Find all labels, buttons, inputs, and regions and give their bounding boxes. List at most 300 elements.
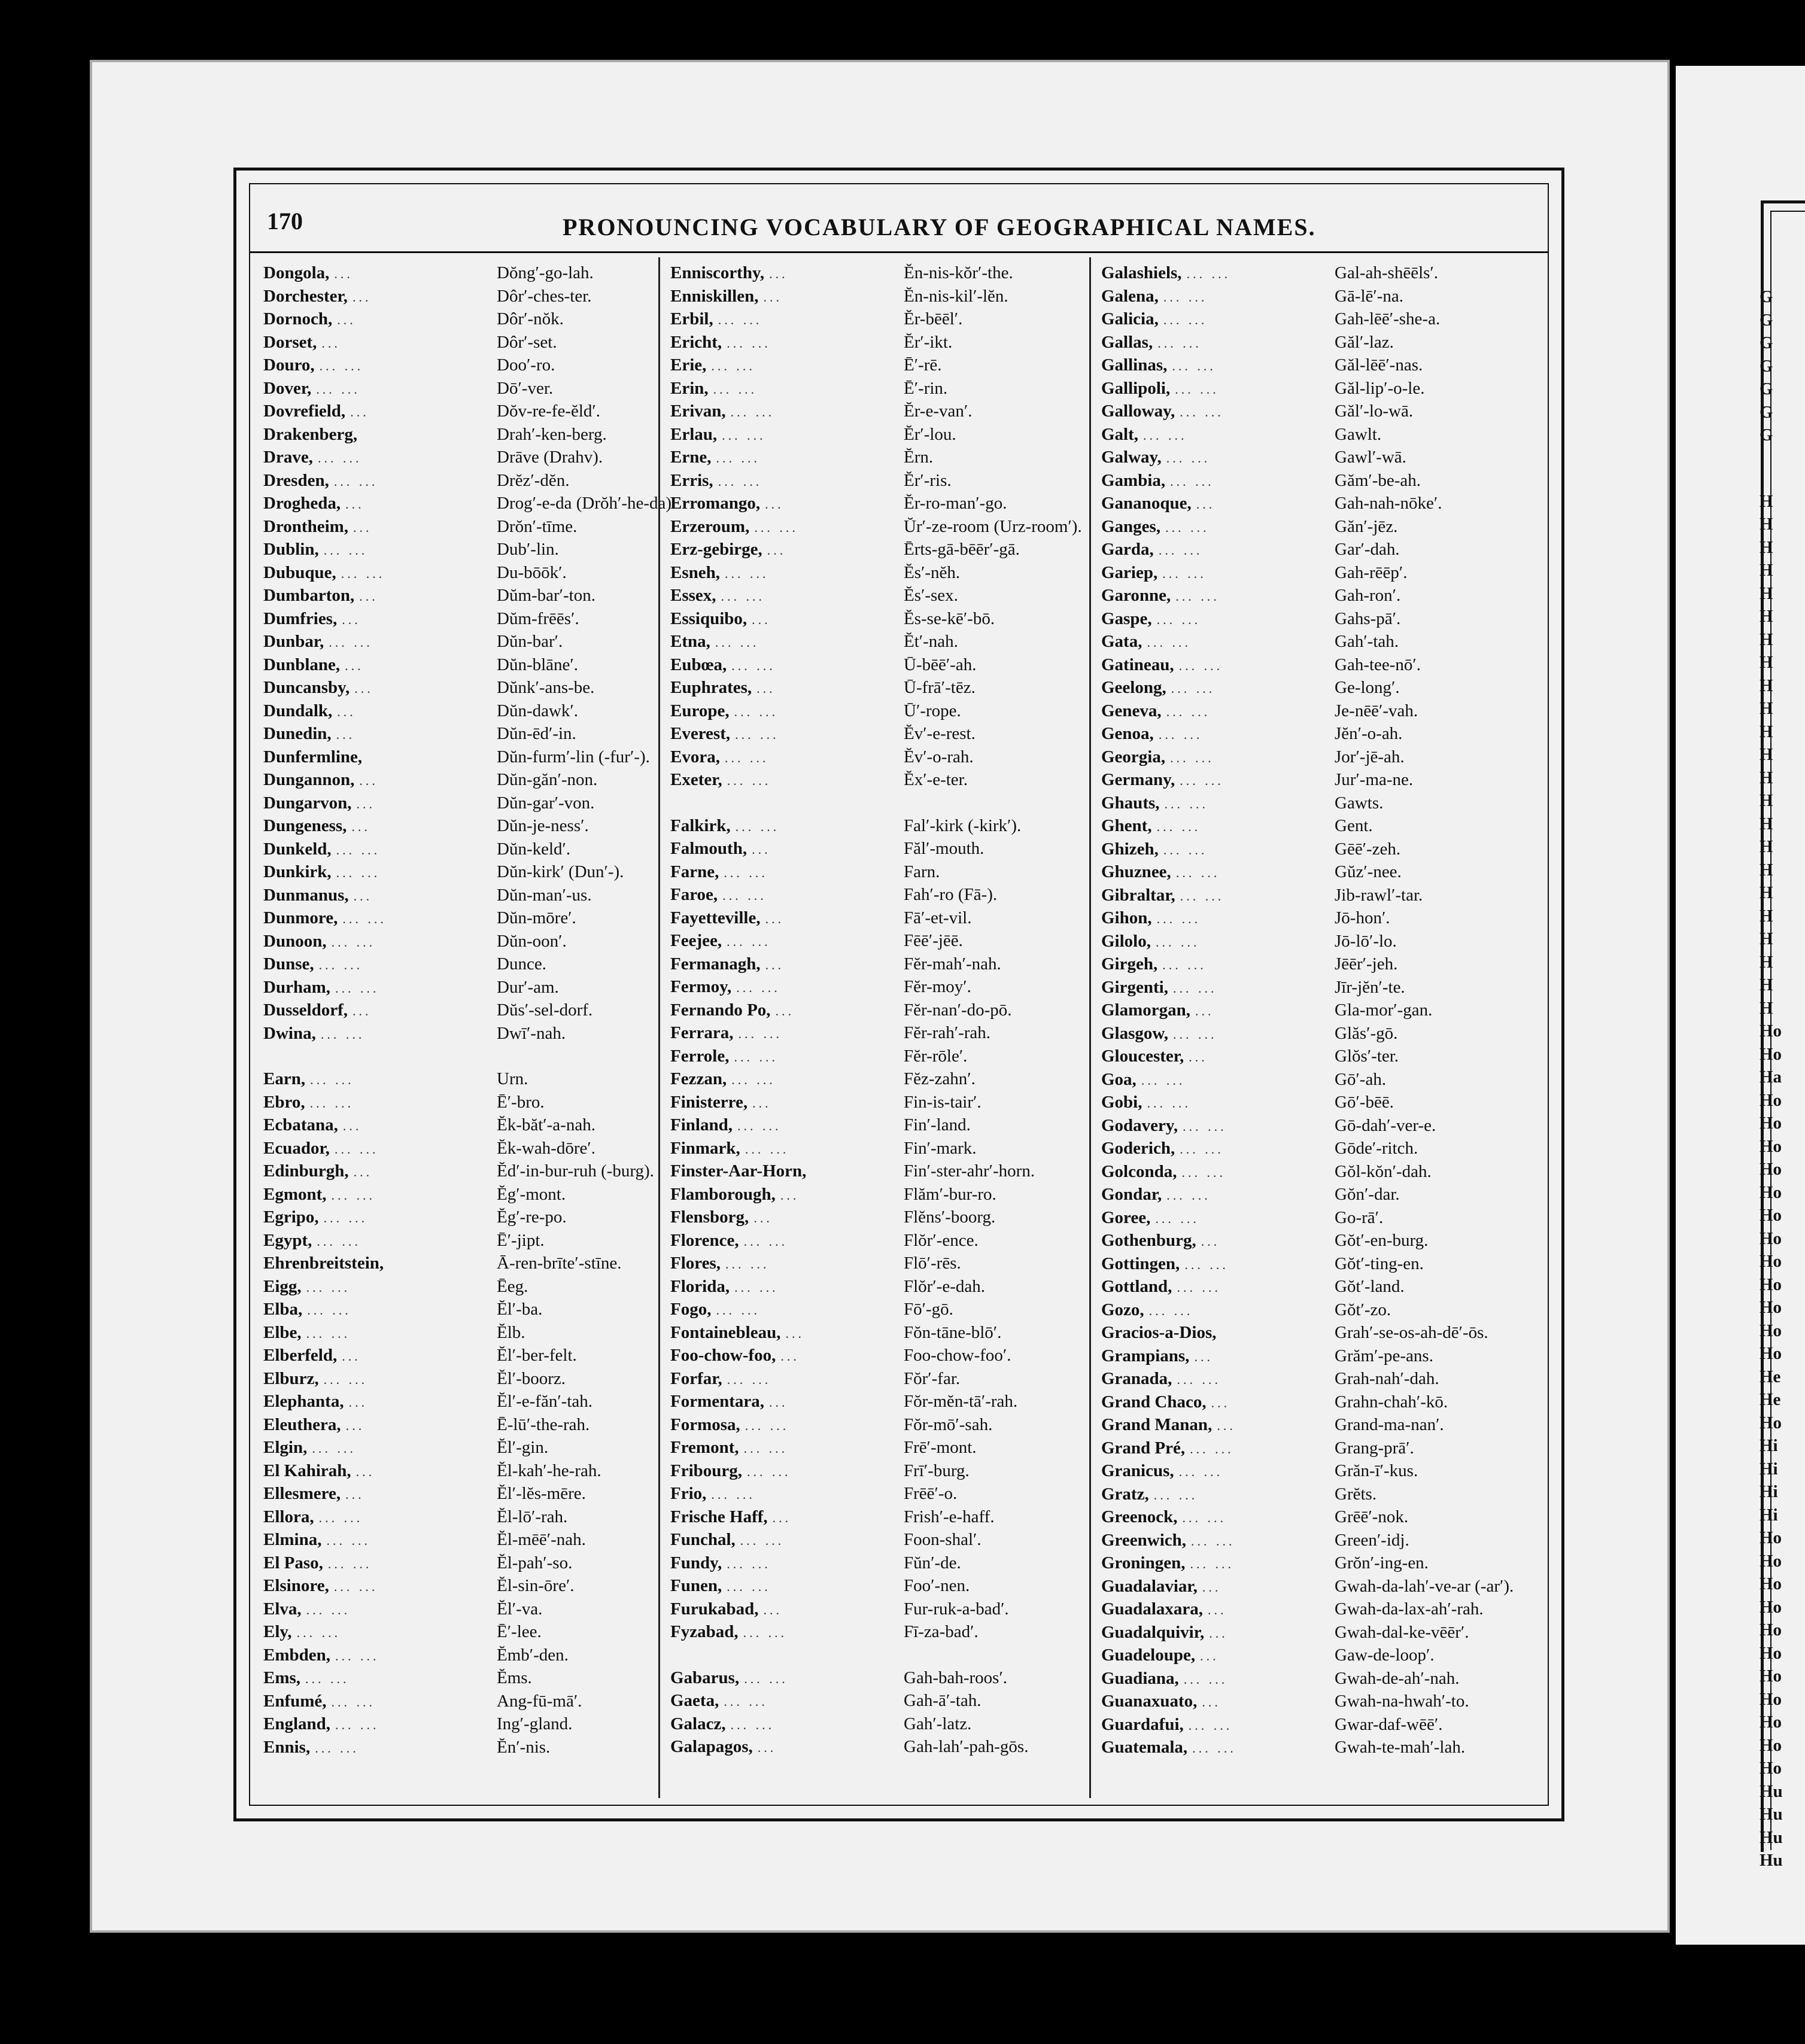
pronunciation: Foon-shal′. (904, 1530, 981, 1549)
facing-page-fragment: H (1760, 676, 1773, 695)
leader-dots: ... ... (306, 1279, 351, 1295)
place-name: Evora, (670, 747, 720, 766)
pronunciation: Grah-nah′-dah. (1335, 1369, 1439, 1388)
vocabulary-entry (670, 1139, 1101, 1162)
pronunciation: Dŭn-blāne′. (497, 655, 578, 674)
leader-dots: ... ... (1175, 589, 1220, 604)
facing-page-fragment: Ho (1760, 1344, 1782, 1363)
place-name: Galway, (1101, 448, 1162, 467)
pronunciation: Fŏr-mō′-sah. (904, 1415, 993, 1434)
place-name: Ferrara, (670, 1023, 734, 1042)
place-name: Enfumé, (263, 1691, 327, 1711)
vocabulary-entry (263, 563, 694, 586)
leader-dots: ... ... (334, 1141, 379, 1157)
leader-dots: ... (765, 497, 784, 512)
place-name: Garda, (1101, 540, 1154, 559)
place-name: Esneh, (670, 562, 721, 582)
vocabulary-entry (670, 862, 1101, 886)
leader-dots: ... (1196, 497, 1216, 512)
pronunciation: Grahn-chah′-kō. (1335, 1392, 1448, 1412)
leader-dots: ... (342, 1118, 362, 1133)
leader-dots: ... ... (716, 1303, 760, 1318)
leader-dots: ... ... (1166, 1188, 1211, 1203)
vocabulary-entry (1101, 1738, 1532, 1761)
pronunciation: Dôr′-nŏk. (497, 309, 564, 328)
place-name: Dunmanus, (263, 885, 349, 905)
pronunciation: Gah-rēēp′. (1335, 562, 1408, 582)
leader-dots: ... ... (1156, 819, 1201, 834)
facing-page-fragment: H (1760, 515, 1773, 534)
leader-dots: ... ... (1166, 451, 1211, 466)
vocabulary-entry (263, 448, 694, 471)
vocabulary-entry (670, 448, 1101, 471)
vocabulary-entry (670, 1599, 1101, 1623)
pronunciation: Gŏn′-dar. (1335, 1185, 1400, 1204)
leader-dots: ... (763, 1602, 782, 1617)
place-name: Fayetteville, (670, 908, 761, 927)
vocabulary-entry (1101, 1323, 1532, 1346)
pronunciation: Dŭn-ēd′-in. (497, 724, 576, 743)
pronunciation: Gah′-tah. (1335, 632, 1399, 651)
vocabulary-entry (670, 379, 1101, 402)
pronunciation: Grah′-se-os-ah-dē′-ōs. (1335, 1323, 1488, 1342)
pronunciation: Gah-tee-nō′. (1335, 655, 1421, 674)
place-name: Gratz, (1101, 1484, 1149, 1504)
vocabulary-entry (670, 1323, 1101, 1346)
vocabulary-entry (263, 1415, 694, 1438)
vocabulary-entry (1101, 609, 1532, 632)
place-name: Elburz, (263, 1368, 319, 1388)
place-name: Gibraltar, (1101, 885, 1175, 905)
place-name: Guadiana, (1101, 1668, 1179, 1688)
vocabulary-entry (263, 886, 694, 909)
place-name: Ghauts, (1101, 793, 1160, 813)
pronunciation: Doo′-ro. (497, 355, 555, 375)
vocabulary-entry (1101, 1669, 1532, 1692)
vocabulary-entry (670, 309, 1101, 333)
place-name: Finisterre, (670, 1092, 748, 1112)
pronunciation: Ū-frā′-tēz. (904, 678, 976, 697)
vocabulary-entry (1101, 1139, 1532, 1162)
pronunciation: Flĕns′-boorg. (904, 1207, 996, 1227)
pronunciation: Dunce. (497, 954, 546, 974)
place-name: Genoa, (1101, 724, 1154, 743)
place-name: Dunfermline, (263, 747, 363, 766)
facing-page-fragment: G (1760, 425, 1773, 445)
leader-dots: ... ... (730, 404, 775, 419)
pronunciation: Dŭn-dawk′. (497, 701, 579, 720)
pronunciation: Jur′-ma-ne. (1335, 770, 1414, 789)
vocabulary-entry (670, 1622, 1101, 1645)
vocabulary-entry (263, 1093, 694, 1116)
leader-dots: ... ... (724, 750, 769, 765)
pronunciation: Fin′-mark. (904, 1138, 977, 1158)
leader-dots: ... ... (1163, 289, 1208, 305)
vocabulary-entry (1101, 517, 1532, 540)
pronunciation: Glăs′-gō. (1335, 1023, 1398, 1043)
place-name: Farne, (670, 862, 719, 881)
leader-dots: ... (348, 1395, 368, 1410)
vocabulary-entry (263, 1139, 694, 1162)
leader-dots: ... (350, 404, 369, 419)
place-name: Gottland, (1101, 1277, 1172, 1296)
place-name: Dunmore, (263, 908, 338, 927)
place-name: Dorset, (263, 332, 317, 352)
vocabulary-entry (670, 1484, 1101, 1507)
vocabulary-entry (670, 540, 1101, 563)
pronunciation: Ĕr′-lou. (904, 424, 956, 444)
place-name: Geelong, (1101, 678, 1166, 697)
vocabulary-entry (670, 609, 1101, 632)
leader-dots: ... (342, 1349, 361, 1364)
leader-dots: ... (353, 888, 373, 904)
vocabulary-entry (1101, 724, 1532, 747)
pronunciation: Gwah-da-lah′-ve-ar (-ar′). (1335, 1576, 1514, 1596)
facing-page-fragment: H (1760, 768, 1773, 787)
leader-dots: ... (1209, 1625, 1228, 1641)
leader-dots: ... ... (1158, 543, 1203, 558)
pronunciation: Ē′-rin. (904, 378, 948, 398)
leader-dots: ... ... (1190, 1556, 1234, 1571)
pronunciation: Fŏr′-far. (904, 1368, 961, 1388)
vocabulary-entry (670, 263, 1101, 287)
leader-dots: ... ... (1163, 842, 1208, 857)
leader-dots: ... ... (1164, 796, 1209, 811)
leader-dots: ... (775, 1003, 795, 1018)
place-name: Egripo, (263, 1207, 319, 1227)
vocabulary-entry (670, 1346, 1101, 1369)
place-name: Dumfries, (263, 609, 338, 628)
vocabulary-entry (670, 770, 1101, 793)
vocabulary-entry (263, 678, 694, 701)
leader-dots: ... ... (1172, 358, 1216, 373)
leader-dots: ... (1195, 1003, 1214, 1018)
pronunciation: Dur′-am. (497, 977, 559, 997)
facing-page-fragment: He (1760, 1390, 1781, 1409)
pronunciation: Gaw-de-loop′. (1335, 1645, 1435, 1665)
leader-dots: ... ... (735, 727, 779, 742)
pronunciation: Fĕz-zahn′. (904, 1069, 976, 1088)
place-name: Flensborg, (670, 1207, 749, 1227)
leader-dots: ... ... (715, 635, 759, 650)
place-name: Florida, (670, 1276, 730, 1296)
place-name: Gaspe, (1101, 609, 1152, 628)
leader-dots: ... ... (1172, 980, 1217, 996)
vocabulary-entry (1101, 1507, 1532, 1531)
vocabulary-entry (263, 609, 694, 632)
pronunciation: Ĕg′-mont. (497, 1184, 566, 1204)
facing-page-fragment: H (1760, 653, 1773, 672)
vocabulary-entry (670, 1231, 1101, 1254)
vocabulary-entry (1101, 309, 1532, 333)
pronunciation: Ĕl-lō′-rah. (497, 1507, 568, 1526)
facing-page-fragment: Hi (1760, 1459, 1778, 1479)
pronunciation: Jor′-jē-ah. (1335, 747, 1405, 766)
place-name: Drogheda, (263, 494, 341, 513)
place-name: Exeter, (670, 770, 722, 789)
pronunciation: Grĕts. (1335, 1484, 1377, 1504)
leader-dots: ... ... (731, 658, 776, 673)
facing-page-fragment: H (1760, 537, 1773, 557)
place-name: Ehrenbreitstein, (263, 1254, 384, 1273)
pronunciation: Dŏng′-go-lah. (497, 263, 594, 282)
vocabulary-entry (263, 1369, 694, 1392)
leader-dots: ... ... (1183, 1118, 1227, 1134)
pronunciation: Ĕs′-sex. (904, 586, 958, 605)
pronunciation: Gar′-dah. (1335, 540, 1400, 559)
leader-dots: ... ... (1162, 565, 1207, 581)
leader-dots: ... (772, 1510, 792, 1525)
vocabulary-entry (1101, 1415, 1532, 1438)
pronunciation: Gah-ron′. (1335, 586, 1401, 605)
vocabulary-entry (1101, 263, 1532, 287)
place-name: Garonne, (1101, 586, 1171, 605)
pronunciation: Grŏn′-ing-en. (1335, 1553, 1429, 1572)
vocabulary-entry (1101, 655, 1532, 679)
pronunciation: Jō-lō′-lo. (1335, 931, 1397, 951)
place-name: Enniscorthy, (670, 263, 765, 282)
place-name: Ellora, (263, 1507, 314, 1526)
pronunciation: Gā-lē′-na. (1335, 286, 1404, 306)
place-name: Gallipoli, (1101, 378, 1171, 398)
vocabulary-entry (1101, 886, 1532, 909)
pronunciation: Gŏt′-ting-en. (1335, 1254, 1424, 1273)
vocabulary-entry (263, 309, 694, 333)
vocabulary-entry (263, 379, 694, 402)
vocabulary-entry (670, 1277, 1101, 1300)
vocabulary-entry (670, 563, 1101, 586)
pronunciation: Ĕn-nis-kŏr′-the. (904, 263, 1013, 282)
leader-dots: ... ... (1166, 704, 1211, 719)
pronunciation: Ĕn-nis-kil′-lĕn. (904, 286, 1008, 306)
vocabulary-entry (1101, 425, 1532, 448)
vocabulary-entry (1101, 494, 1532, 517)
leader-dots: ... ... (306, 1602, 351, 1617)
leader-dots: ... (342, 612, 361, 627)
place-name: Granicus, (1101, 1461, 1174, 1480)
leader-dots: ... ... (745, 1418, 789, 1433)
leader-dots: ... ... (1170, 750, 1214, 765)
vocabulary-entry (263, 932, 694, 955)
leader-dots: ... (780, 1187, 800, 1203)
vocabulary-column-2 (670, 263, 1101, 1760)
place-name: Guadalquivir, (1101, 1622, 1205, 1642)
place-name: Etna, (670, 632, 710, 651)
leader-dots: ... (352, 1003, 372, 1018)
leader-dots: ... ... (711, 1487, 755, 1502)
place-name: Ecuador, (263, 1138, 330, 1158)
pronunciation: Ĕlb. (497, 1322, 525, 1342)
vocabulary-entry (1101, 793, 1532, 817)
leader-dots: ... ... (1177, 1280, 1221, 1295)
leader-dots: ... ... (1158, 727, 1203, 742)
leader-dots: ... ... (1180, 888, 1224, 904)
place-name: Dornoch, (263, 309, 333, 328)
facing-page-fragment: H (1760, 629, 1773, 649)
pronunciation: Gah-bah-roos′. (904, 1668, 1008, 1687)
leader-dots: ... (752, 612, 771, 627)
pronunciation: Găl-lēē′-nas. (1335, 355, 1423, 375)
leader-dots: ... ... (743, 1441, 788, 1456)
leader-dots: ... (785, 1325, 804, 1341)
vocabulary-entry (670, 1691, 1101, 1714)
leader-dots: ... ... (318, 1510, 363, 1525)
leader-dots: ... ... (737, 1118, 782, 1133)
pronunciation: Ū′-rope. (904, 701, 961, 720)
pronunciation: Fī-za-bad′. (904, 1622, 979, 1641)
facing-page-fragment: H (1760, 745, 1773, 764)
vocabulary-entry (670, 586, 1101, 609)
leader-dots: ... ... (1192, 1741, 1236, 1756)
vocabulary-entry (670, 1069, 1101, 1093)
place-name: Dunblane, (263, 655, 341, 674)
vocabulary-entry (670, 1023, 1101, 1047)
leader-dots: ... ... (727, 773, 771, 788)
pronunciation: Jēēr′-jeh. (1335, 954, 1398, 974)
leader-dots: ... ... (312, 1441, 356, 1456)
place-name: Gata, (1101, 632, 1142, 651)
place-name: Foo-chow-foo, (670, 1346, 776, 1365)
pronunciation: Fur-ruk-a-bad′. (904, 1599, 1009, 1619)
vocabulary-entry (263, 862, 694, 886)
facing-page-fragment: Ho (1760, 1021, 1782, 1041)
leader-dots: ... (767, 543, 786, 558)
pronunciation: Gah-lēē′-she-a. (1335, 309, 1441, 328)
place-name: Galashiels, (1101, 263, 1182, 282)
leader-dots: ... (352, 289, 372, 305)
page-title: PRONOUNCING VOCABULARY OF GEOGRAPHICAL NAMES. (563, 214, 1316, 241)
leader-dots: ... (353, 1164, 373, 1179)
leader-dots: ... ... (725, 565, 769, 581)
vocabulary-entry (263, 724, 694, 747)
leader-dots: ... ... (1155, 1210, 1199, 1226)
vocabulary-entry (670, 1185, 1101, 1208)
leader-dots: ... ... (1175, 865, 1220, 880)
vocabulary-entry (263, 1161, 694, 1185)
pronunciation: Flō′-rēs. (904, 1254, 961, 1273)
vocabulary-entry (263, 747, 694, 771)
facing-page-fragment: Ho (1760, 1275, 1782, 1294)
vocabulary-entry (263, 1069, 694, 1093)
place-name: Drakenberg, (263, 424, 358, 444)
pronunciation: Dôr′-set. (497, 332, 557, 352)
pronunciation: Dŭs′-sel-dorf. (497, 1000, 593, 1020)
pronunciation: Ĕs-se-kē′-bō. (904, 609, 995, 628)
facing-page-fragment: Ho (1760, 1321, 1782, 1340)
place-name: Europe, (670, 701, 730, 720)
pronunciation: Ĕn′-nis. (497, 1737, 551, 1757)
vocabulary-entry (670, 517, 1101, 540)
vocabulary-entry (263, 586, 694, 609)
leader-dots: ... ... (1184, 1257, 1229, 1272)
leader-dots: ... ... (727, 1371, 771, 1387)
pronunciation: Dŭnk′-ans-be. (497, 678, 595, 697)
vocabulary-entry (263, 1530, 694, 1553)
vocabulary-entry (1101, 1531, 1532, 1554)
pronunciation: Găl-lip′-o-le. (1335, 378, 1425, 398)
leader-dots: ... ... (1182, 1510, 1227, 1525)
leader-dots: ... ... (1157, 335, 1202, 351)
pronunciation: Gō′-ah. (1335, 1069, 1387, 1089)
leader-dots: ... (337, 312, 356, 327)
pronunciation: Grăm′-pe-ans. (1335, 1346, 1433, 1365)
leader-dots: ... ... (335, 980, 379, 996)
pronunciation: Dwī′-nah. (497, 1023, 566, 1043)
place-name: Ferrole, (670, 1046, 730, 1066)
pronunciation: Fin-is-tair′. (904, 1092, 981, 1112)
leader-dots: ... ... (1188, 1717, 1233, 1733)
place-name: Guanaxuato, (1101, 1692, 1198, 1711)
facing-page-fragment: G (1760, 402, 1773, 422)
place-name: Galt, (1101, 424, 1139, 444)
pronunciation: Ē′-bro. (497, 1092, 545, 1112)
facing-page-fragment: Ho (1760, 1136, 1782, 1156)
leader-dots: ... (345, 497, 364, 512)
vocabulary-entry (670, 632, 1101, 655)
place-name: Egypt, (263, 1230, 312, 1250)
place-name: Dublin, (263, 540, 319, 559)
place-name: Flores, (670, 1254, 721, 1273)
vocabulary-entry (263, 1346, 694, 1369)
place-name: Forfar, (670, 1368, 722, 1388)
place-name: Grand Chaco, (1101, 1392, 1207, 1412)
facing-page-fragment: H (1760, 814, 1773, 834)
place-name: Dunedin, (263, 724, 332, 743)
vocabulary-entry (1101, 1093, 1532, 1116)
place-name: Finmark, (670, 1138, 740, 1158)
pronunciation: Grang-prā′. (1335, 1438, 1414, 1458)
leader-dots: ... ... (310, 1072, 354, 1087)
vocabulary-entry (670, 1553, 1101, 1577)
place-name: Dorchester, (263, 286, 348, 306)
pronunciation: Je-nēē′-vah. (1335, 701, 1418, 720)
pronunciation: Găm′-be-ah. (1335, 470, 1421, 490)
leader-dots: ... (334, 266, 353, 281)
vocabulary-entry (670, 1254, 1101, 1277)
leader-dots: ... ... (730, 1717, 775, 1732)
vocabulary-entry (263, 978, 694, 1001)
place-name: Ganges, (1101, 516, 1161, 536)
pronunciation: Gŭz′-nee. (1335, 862, 1402, 881)
pronunciation: Ĕv′-o-rah. (904, 747, 974, 766)
vocabulary-entry (1101, 1208, 1532, 1231)
vocabulary-entry (263, 701, 694, 725)
leader-dots: ... (780, 1349, 800, 1364)
facing-page-fragment: H (1760, 906, 1773, 926)
facing-page-fragment: Ho (1760, 1643, 1782, 1663)
place-name: Eleuthera, (263, 1415, 341, 1434)
pronunciation: Ā-ren-brīte′-stīne. (497, 1254, 622, 1273)
pronunciation: Gal-ah-shēēls′. (1335, 263, 1439, 282)
facing-page-fragment: Ho (1760, 1666, 1782, 1686)
leader-dots: ... ... (327, 1556, 372, 1571)
pronunciation: Dŭn-găn′-non. (497, 770, 598, 789)
pronunciation: Dŭn-man′-us. (497, 885, 592, 905)
pronunciation: Gla-mor′-gan. (1335, 1000, 1433, 1020)
vocabulary-entry (263, 1323, 694, 1346)
place-name: Gariep, (1101, 562, 1158, 582)
vocabulary-entry (263, 1645, 694, 1669)
place-name: Galloway, (1101, 402, 1175, 421)
place-name: Girgenti, (1101, 977, 1168, 997)
place-name: Ennis, (263, 1737, 311, 1757)
place-name: Galena, (1101, 286, 1159, 306)
vocabulary-entry (1101, 1392, 1532, 1416)
leader-dots: ... (321, 335, 341, 351)
pronunciation: Ĕs′-nĕh. (904, 562, 961, 582)
pronunciation: Gŏt′-zo. (1335, 1300, 1391, 1319)
place-name: Formosa, (670, 1415, 740, 1434)
